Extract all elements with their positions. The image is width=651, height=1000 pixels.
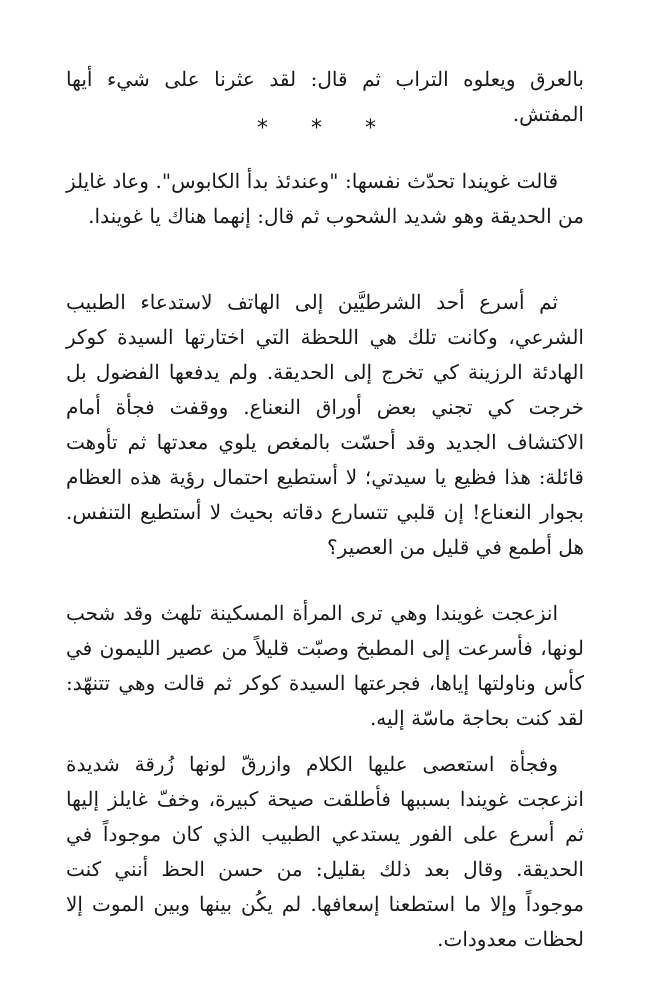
paragraph: قالت غويندا تحدّث نفسها: "وعندئذ بدأ الكابوس". وعاد غايلز من الحديقة وهو شديد الشحوب ثم قال: إنهما هناك يا غويندا. [66,169,584,228]
section-separator: * * * [257,116,394,141]
paragraph: ثم أسرع أحد الشرطيَّين إلى الهاتف لاستدعاء الطبيب الشرعي، وكانت تلك هي اللحظة التي اختارتها السيدة كوكر الهادئة الرزينة كي تخرج إلى الحديقة. ولم يدفعها الفضول بل خرجت كي تجني بعض أوراق النعناع. ووقفت فجأة أمام الاكتشاف الجديد وقد أحسّت بالمغص يلوي معدتها ثم تأوهت قائلة: هذا فظيع يا سيدتي؛ لا أستطيع احتمال رؤية هذه العظام بجوار النعناع! إن قلبي تتسارع دقاته بحيث لا أستطيع التنفس. هل أطمع في قليل من العصير؟ [66,290,584,559]
paragraph-continuation: بالعرق ويعلوه التراب ثم قال: لقد عثرنا على شيء أيها المفتش. [66,67,584,126]
paragraph: انزعجت غويندا وهي ترى المرأة المسكينة تلهث وقد شحب لونها، فأسرعت إلى المطبخ وصبّت قليلاً من عصير الليمون في كأس وناولتها إياها، فجرعتها السيدة كوكر ثم قالت وهي تتنهّد: لقد كنت بحاجة ماسّة إليه. [66,601,584,730]
paragraph: وفجأة استعصى عليها الكلام وازرقّ لونها زُرقة شديدة انزعجت غويندا بسببها فأطلقت صيحة كبيرة، وخفّ غايلز إليها ثم أسرع على الفور يستدعي الطبيب الذي كان موجوداً في الحديقة. وقال بعد ذلك بقليل: من حسن الحظ أنني كنت موجوداً وإلا ما استطعنا إسعافها. لم يكُن بينها وبين الموت إلا لحظات معدودات. [66,752,584,951]
